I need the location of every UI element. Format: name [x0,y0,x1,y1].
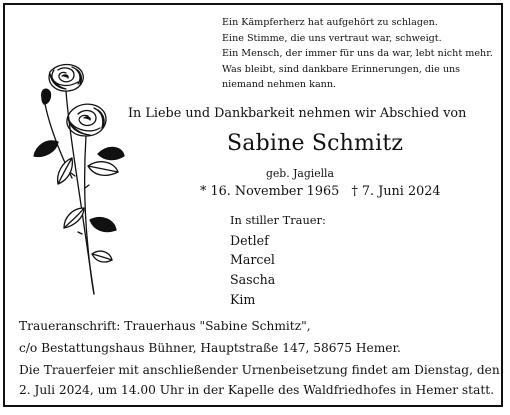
address-line: c/o Bestattungshaus Bühner, Hauptstraße 147, 58675 Hemer. [19,340,401,355]
mourner-name: Sascha [230,272,276,288]
poem [222,15,507,93]
poem-line: Was bleibt, sind dankbare Erinnerungen, die uns [222,63,461,75]
ceremony-info [19,360,500,400]
ceremony-line: Die Trauerfeier mit anschließender Urnenbeisetzung findet am Dienstag, den [19,363,500,377]
ceremony-line: 2. Juli 2024, um 14.00 Uhr in der Kapelle des Waldfriedhofes in Hemer statt. [19,383,495,397]
deceased-name: Sabine Schmitz [227,131,404,156]
poem-line: Ein Kämpferherz hat aufgehört zu schlagen. [222,17,438,28]
mourner-name: Kim [230,291,256,307]
address-line: Traueranschrift: Trauerhaus "Sabine Schmitz", [19,319,311,333]
mourners-block [230,211,326,310]
maiden-name: geb. Jagiella [266,167,334,180]
mourning-address [19,316,401,359]
poem-line: niemand nehmen kann. [222,79,337,91]
rose-icon [28,58,128,298]
poem-line: Eine Stimme, die uns vertraut war, schweigt. [222,32,442,44]
mourners-heading: In stiller Trauer: [230,213,326,227]
mourner-name: Marcel [230,252,275,268]
intro-line: In Liebe und Dankbarkeit nehmen wir Abschied von [128,106,467,121]
mourner-name: Detlef [230,232,269,248]
poem-line: Ein Mensch, der immer für uns da war, lebt nicht mehr. [222,48,493,60]
life-dates: * 16. November 1965 † 7. Juni 2024 [200,184,441,199]
